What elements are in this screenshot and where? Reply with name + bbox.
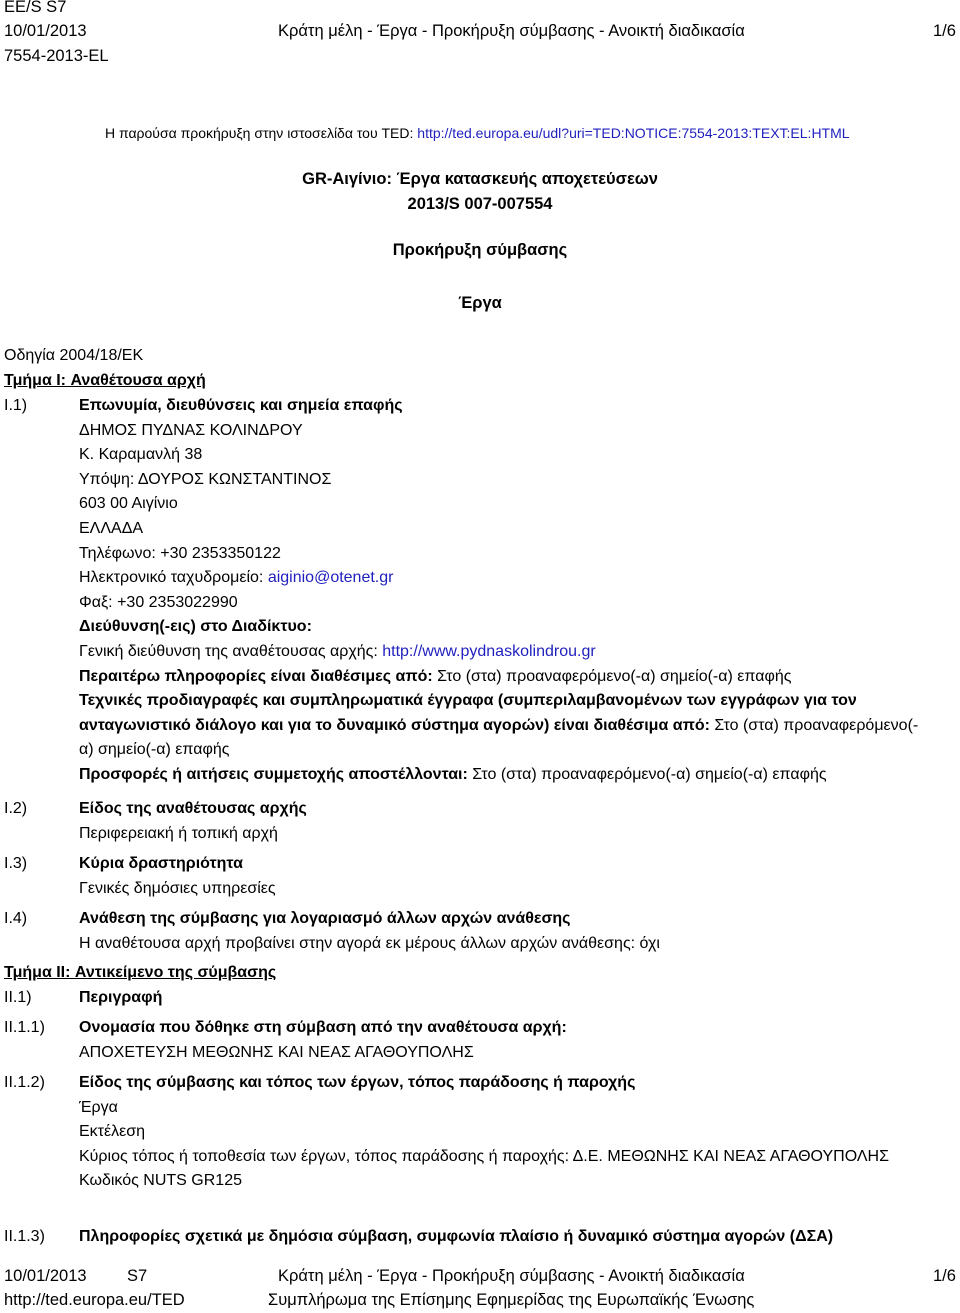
- specifications-label: Τεχνικές προδιαγραφές και συμπληρωματικά έγγραφα (συμπεριλαμβανομένων των εγγράφων για τον ανταγωνιστικό διάλογο και για το δυναμικό σύστημα αγορών) είναι διαθέσιμα από:: [79, 692, 857, 734]
- contract-title: ΑΠΟΧΕΤΕΥΣΗ ΜΕΘΩΝΗΣ ΚΑΙ ΝΕΑΣ ΑΓΑΘΟΥΠΟΛΗΣ: [79, 1043, 474, 1061]
- item-heading: Περιγραφή: [79, 989, 163, 1006]
- authority-name: ΔΗΜΟΣ ΠΥΔΝΑΣ ΚΟΛΙΝΔΡΟΥ: [79, 421, 303, 439]
- item-value: Γενικές δημόσιες υπηρεσίες: [79, 879, 276, 897]
- footer-series: S7: [127, 1267, 148, 1285]
- other-authorities-block: [79, 907, 920, 956]
- contract-title-block: [79, 1016, 920, 1065]
- contact-block: [79, 394, 920, 788]
- notice-type: Προκήρυξη σύμβασης: [392, 241, 568, 259]
- further-info-label: Περαιτέρω πληροφορίες είναι διαθέσιμες από:: [79, 667, 433, 685]
- item-heading: Επωνυμία, διευθύνσεις και σημεία επαφής: [79, 397, 403, 414]
- item-heading: Ονομασία που δόθηκε στη σύμβαση από την αναθέτουσα αρχή:: [79, 1019, 567, 1036]
- item-heading: Ανάθεση της σύμβασης για λογαριασμό άλλων αρχών ανάθεσης: [79, 910, 571, 927]
- directive: Οδηγία 2004/18/ΕΚ: [4, 347, 144, 364]
- site-location: Κύριος τόπος ή τοποθεσία των έργων, τόπος παράδοσης ή παροχής: Δ.Ε. ΜΕΘΩΝΗΣ ΚΑΙ ΝΕΑΣ ΑΓΑΘΟΥΠΟΛΗΣ: [79, 1147, 889, 1165]
- notice-category: Έργα: [458, 294, 502, 312]
- footer-page-number: 1/6: [933, 1267, 956, 1285]
- item-number: I.2): [4, 800, 28, 817]
- contract-type: Έργα: [79, 1098, 118, 1116]
- item-number: II.1.1): [4, 1019, 45, 1036]
- footer-date: 10/01/2013: [4, 1267, 87, 1285]
- header-notice-id: 7554-2013-EL: [4, 47, 109, 65]
- item-heading: Είδος της αναθέτουσας αρχής: [79, 800, 307, 817]
- item-value: Η αναθέτουσα αρχή προβαίνει στην αγορά εκ μέρους άλλων αρχών ανάθεσης: όχι: [79, 934, 660, 952]
- further-info: [79, 665, 920, 690]
- item-number: II.1.2): [4, 1074, 45, 1091]
- general-address-label: Γενική διεύθυνση της αναθέτουσας αρχής:: [79, 642, 383, 660]
- notice-number: 2013/S 007-007554: [407, 195, 553, 213]
- item-number: II.1.3): [4, 1228, 45, 1245]
- header-date: 10/01/2013: [4, 22, 87, 40]
- header-title: Κράτη μέλη - Έργα - Προκήρυξη σύμβασης - Ανοικτή διαδικασία: [278, 22, 745, 40]
- item-heading: Κύρια δραστηριότητα: [79, 855, 243, 872]
- notice-title: GR-Αιγίνιο: Έργα κατασκευής αποχετεύσεων: [302, 170, 658, 188]
- item-number: II.1): [4, 989, 32, 1006]
- ted-link-label: Η παρούσα προκήρυξη στην ιστοσελίδα του TED:: [105, 125, 418, 141]
- tenders-label: Προσφορές ή αιτήσεις συμμετοχής αποστέλλονται:: [79, 765, 468, 783]
- header-series: EE/S S7: [4, 0, 67, 16]
- contract-execution: Εκτέλεση: [79, 1123, 146, 1141]
- header-page-number: 1/6: [933, 22, 956, 40]
- email-link[interactable]: aiginio@otenet.gr: [267, 569, 394, 587]
- postal-code: 603 00 Αιγίνιο: [79, 495, 178, 513]
- general-address-line: [79, 640, 920, 665]
- phone: Τηλέφωνο: +30 2353350122: [79, 544, 281, 562]
- authority-type-block: [79, 797, 920, 846]
- contract-type-block: [79, 1071, 920, 1194]
- item-number: I.1): [4, 397, 28, 414]
- item-heading: Πληροφορίες σχετικά με δημόσια σύμβαση, συμφωνία πλαίσιο ή δυναμικό σύστημα αγορών (ΔΣΑ): [79, 1228, 834, 1245]
- footer-title: Κράτη μέλη - Έργα - Προκήρυξη σύμβασης - Ανοικτή διαδικασία: [278, 1267, 745, 1285]
- specifications-value: Στο (στα) προαναφερόμενο(-α) σημείο(-α) επαφής: [79, 716, 919, 759]
- internet-heading: Διεύθυνση(-εις) στο Διαδίκτυο:: [79, 618, 312, 636]
- tenders-info: [79, 763, 920, 788]
- email-line: [79, 566, 920, 591]
- item-value: Περιφερειακή ή τοπική αρχή: [79, 824, 278, 842]
- specifications-info: [79, 689, 920, 763]
- ted-notice-link[interactable]: http://ted.europa.eu/udl?uri=TED:NOTICE:7554-2013:TEXT:EL:HTML: [417, 125, 850, 141]
- ted-link-line: [105, 121, 850, 146]
- footer-url: http://ted.europa.eu/TED: [4, 1291, 185, 1309]
- country: ΕΛΛΑΔΑ: [79, 519, 144, 537]
- nuts-code: Κωδικός NUTS GR125: [79, 1172, 242, 1190]
- item-number: I.3): [4, 855, 28, 872]
- attention-contact: Υπόψη: ΔΟΥΡΟΣ ΚΩΝΣΤΑΝΤΙΝΟΣ: [79, 470, 332, 488]
- further-info-value: Στο (στα) προαναφερόμενο(-α) σημείο(-α) επαφής: [432, 667, 792, 685]
- footer-journal: Συμπλήρωμα της Επίσημης Εφημερίδας της Ευρωπαϊκής Ένωσης: [268, 1291, 755, 1309]
- item-heading: Είδος της σύμβασης και τόπος των έργων, τόπος παράδοσης ή παροχής: [79, 1074, 636, 1091]
- tenders-value: Στο (στα) προαναφερόμενο(-α) σημείο(-α) επαφής: [467, 765, 827, 783]
- main-activity-block: [79, 852, 920, 901]
- email-label: Ηλεκτρονικό ταχυδρομείο:: [79, 569, 268, 587]
- section-2-heading: Τμήμα II: Αντικείμενο της σύμβασης: [4, 964, 277, 981]
- section-1-heading: Τμήμα I: Αναθέτουσα αρχή: [4, 372, 206, 389]
- authority-website-link[interactable]: http://www.pydnaskolindrou.gr: [382, 642, 596, 660]
- street-address: Κ. Καραμανλή 38: [79, 446, 203, 464]
- fax: Φαξ: +30 2353022990: [79, 593, 238, 611]
- item-number: I.4): [4, 910, 28, 927]
